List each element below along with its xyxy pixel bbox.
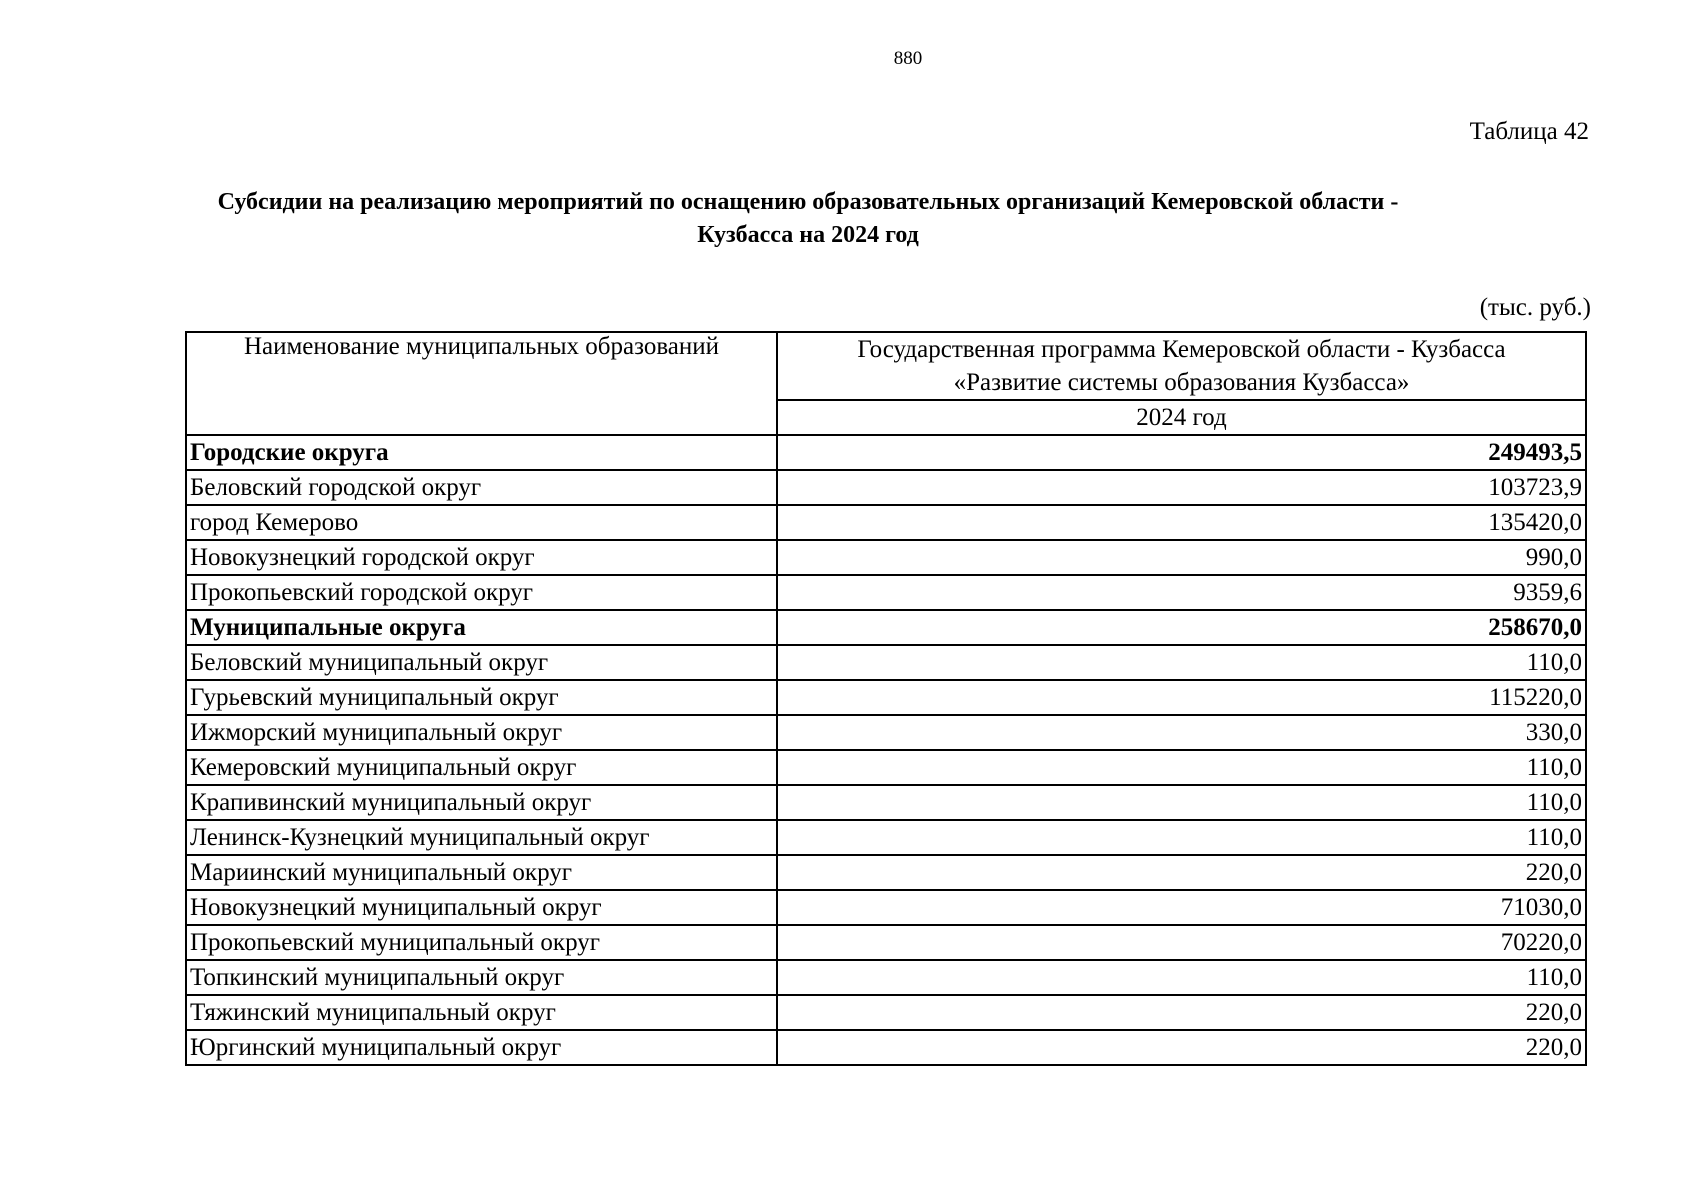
table-row: [186, 960, 1586, 995]
table-row: [186, 470, 1586, 505]
table-row: [186, 785, 1586, 820]
subsidy-value-cell: 110,0: [777, 785, 1586, 820]
header-program-line-1: Государственная программа Кемеровской области - Кузбасса: [857, 336, 1506, 363]
subsidy-value-cell: 71030,0: [777, 890, 1586, 925]
subsidy-value-cell: 258670,0: [777, 610, 1586, 645]
document-title-line-2: Кузбасса на 2024 год: [697, 222, 919, 248]
subsidy-value-cell: 990,0: [777, 540, 1586, 575]
subsidies-table: [185, 331, 1587, 1066]
table-row: [186, 575, 1586, 610]
page-number: 880: [893, 48, 923, 69]
municipality-name-cell: Прокопьевский муниципальный округ: [186, 925, 777, 960]
table-row: [186, 855, 1586, 890]
municipality-name-cell: Ижморский муниципальный округ: [186, 715, 777, 750]
table-row: [186, 505, 1586, 540]
subsidy-value-cell: 330,0: [777, 715, 1586, 750]
table-row: [186, 1030, 1586, 1065]
subsidy-value-cell: 249493,5: [777, 435, 1586, 470]
table-row: [186, 750, 1586, 785]
table-row: [186, 890, 1586, 925]
subsidy-value-cell: 135420,0: [777, 505, 1586, 540]
header-year: 2024 год: [777, 400, 1586, 435]
table-label: Таблица 42: [1469, 118, 1589, 145]
municipality-name-cell: Гурьевский муниципальный округ: [186, 680, 777, 715]
subsidy-value-cell: 103723,9: [777, 470, 1586, 505]
table-group-row: [186, 435, 1586, 470]
header-program-line-2: «Развитие системы образования Кузбасса»: [953, 369, 1410, 396]
subsidy-value-cell: 220,0: [777, 1030, 1586, 1065]
municipality-name-cell: Мариинский муниципальный округ: [186, 855, 777, 890]
table-row: [186, 680, 1586, 715]
document-title: [200, 186, 1416, 252]
municipality-name-cell: Крапивинский муниципальный округ: [186, 785, 777, 820]
table-row: [186, 925, 1586, 960]
header-program: [777, 332, 1586, 400]
subsidy-value-cell: 110,0: [777, 820, 1586, 855]
table-row: [186, 715, 1586, 750]
municipality-name-cell: Тяжинский муниципальный округ: [186, 995, 777, 1030]
subsidy-value-cell: 220,0: [777, 995, 1586, 1030]
municipality-name-cell: Кемеровский муниципальный округ: [186, 750, 777, 785]
table-group-row: [186, 610, 1586, 645]
units-label: (тыс. руб.): [1479, 294, 1591, 321]
municipality-name-cell: Новокузнецкий городской округ: [186, 540, 777, 575]
header-municipality-name: Наименование муниципальных образований: [186, 332, 777, 435]
municipality-name-cell: город Кемерово: [186, 505, 777, 540]
table-header-row: [186, 332, 1586, 400]
subsidy-value-cell: 220,0: [777, 855, 1586, 890]
table-body: [186, 435, 1586, 1065]
municipality-name-cell: Ленинск-Кузнецкий муниципальный округ: [186, 820, 777, 855]
subsidy-value-cell: 110,0: [777, 960, 1586, 995]
municipality-name-cell: Городские округа: [186, 435, 777, 470]
municipality-name-cell: Топкинский муниципальный округ: [186, 960, 777, 995]
municipality-name-cell: Новокузнецкий муниципальный округ: [186, 890, 777, 925]
subsidy-value-cell: 115220,0: [777, 680, 1586, 715]
document-title-line-1: Субсидии на реализацию мероприятий по оснащению образовательных организаций Кемеровской области -: [217, 189, 1399, 215]
municipality-name-cell: Беловский муниципальный округ: [186, 645, 777, 680]
municipality-name-cell: Беловский городской округ: [186, 470, 777, 505]
table-row: [186, 645, 1586, 680]
table-row: [186, 540, 1586, 575]
municipality-name-cell: Муниципальные округа: [186, 610, 777, 645]
municipality-name-cell: Юргинский муниципальный округ: [186, 1030, 777, 1065]
municipality-name-cell: Прокопьевский городской округ: [186, 575, 777, 610]
subsidy-value-cell: 9359,6: [777, 575, 1586, 610]
table-row: [186, 820, 1586, 855]
subsidy-value-cell: 70220,0: [777, 925, 1586, 960]
table-row: [186, 995, 1586, 1030]
subsidy-value-cell: 110,0: [777, 645, 1586, 680]
subsidy-value-cell: 110,0: [777, 750, 1586, 785]
